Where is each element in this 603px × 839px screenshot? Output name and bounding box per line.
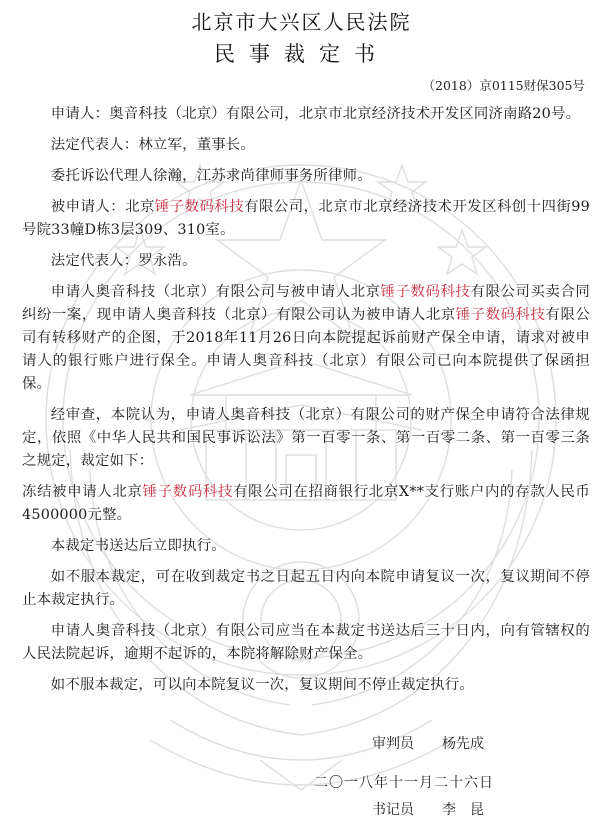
ruling-text-a: 冻结被申请人北京 [22, 484, 143, 500]
ruling-paragraph [22, 481, 590, 527]
clerk-label: 书记员 [372, 802, 414, 818]
respondent-paragraph [22, 196, 590, 242]
case-number: （2018）京0115财保305号 [422, 78, 585, 93]
execution-paragraph: 本裁定书送达后立即执行。 [50, 538, 226, 554]
respondent-text-b: 有限公司，北京市北京经济技术开发区科创十四街99号院33幢D栋3层309、310室。 [22, 199, 591, 238]
ruling-date: 二〇一八年十一月二十六日 [314, 775, 494, 791]
lawsuit-paragraph: 申请人奥音科技（北京）有限公司应当在本裁定书送达后三十日内，向有管辖权的人民法院起诉，逾期不起诉的，本院将解除财产保全。 [22, 623, 590, 662]
facts-text-c: 有限公司有转移财产的企图，于2018年11月26日向本院提起诉前财产保全申请，请求对被申请人的银行账户进行保全。申请人奥音科技（北京）有限公司已向本院提供了保函担保。 [22, 307, 591, 392]
respondent-representative: 法定代表人：罗永浩。 [50, 253, 197, 269]
facts-company-highlight-1: 锤子数码科技 [380, 284, 471, 300]
document-type-title: 民事裁定书 [214, 42, 389, 66]
appeal-paragraph-1: 如不服本裁定，可在收到裁定书之日起五日内向本院申请复议一次，复议期间不停止本裁定执行。 [22, 569, 590, 608]
facts-text-a: 申请人奥音科技（北京）有限公司与被申请人北京 [50, 284, 381, 300]
ruling-company-highlight: 锤子数码科技 [142, 484, 234, 500]
respondent-text-a: 被申请人：北京 [50, 199, 155, 215]
judge-label: 审判员 [372, 736, 414, 752]
facts-company-highlight-2: 锤子数码科技 [455, 307, 546, 323]
judge-name: 杨先成 [442, 736, 484, 752]
appeal-paragraph-2: 如不服本裁定，可以向本院复议一次，复议期间不停止裁定执行。 [50, 677, 474, 693]
litigation-agent: 委托诉讼代理人徐瀚，江苏求尚律师事务所律师。 [50, 168, 372, 184]
facts-text-b: 有限公司买卖合同纠纷一案，现申请人奥音科技（北京）有限公司认为被申请人北京 [22, 284, 590, 323]
ruling-text-b: 有限公司在招商银行北京X**支行账户内的存款人民币4500000元整。 [22, 484, 591, 523]
court-name: 北京市大兴区人民法院 [191, 10, 412, 34]
applicant-paragraph: 申请人：奥音科技（北京）有限公司，北京市北京经济技术开发区同济南路20号。 [50, 106, 581, 122]
clerk-name: 李 昆 [442, 802, 484, 818]
judgment-body [22, 103, 590, 705]
facts-paragraph [22, 281, 590, 396]
judge-signature [372, 733, 484, 753]
review-paragraph: 经审查，本院认为，申请人奥音科技（北京）有限公司的财产保全申请符合法律规定，依照《中华人民共和国民事诉讼法》第一百零一条、第一百零二条、第一百零三条之规定，裁定如下： [22, 407, 590, 469]
respondent-company-highlight: 锤子数码科技 [154, 199, 245, 215]
applicant-representative: 法定代表人：林立军，董事长。 [50, 137, 256, 153]
clerk-signature [372, 799, 484, 819]
